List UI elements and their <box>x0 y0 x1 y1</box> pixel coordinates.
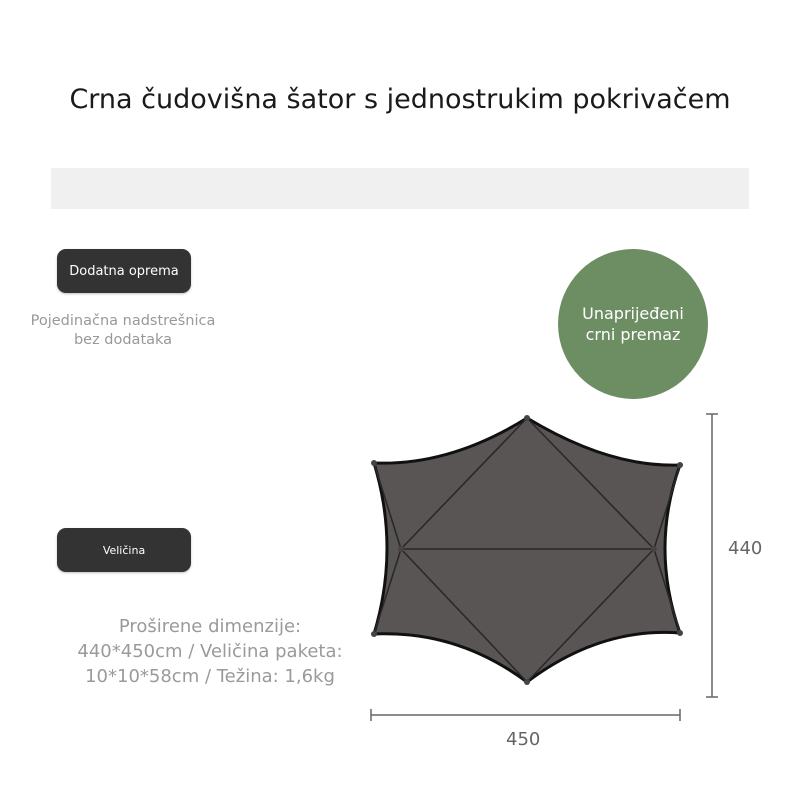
accessories-label: Dodatna oprema <box>57 249 191 293</box>
width-value: 450 <box>506 729 541 750</box>
size-label: Veličina <box>57 528 191 572</box>
tarp-shape <box>374 418 680 682</box>
height-dimension-line <box>706 414 718 697</box>
coating-badge: Unaprijeđeni crni premaz <box>558 249 708 399</box>
page-title: Crna čudovišna šator s jednostrukim pokrivačem <box>69 84 731 115</box>
size-description: Proširene dimenzije: 440*450cm / Veličina paketa: 10*10*58cm / Težina: 1,6kg <box>77 616 343 687</box>
accessories-description: Pojedinačna nadstrešnica bez dodataka <box>30 313 216 348</box>
height-value: 440 <box>728 538 763 559</box>
width-dimension-line <box>371 709 680 721</box>
